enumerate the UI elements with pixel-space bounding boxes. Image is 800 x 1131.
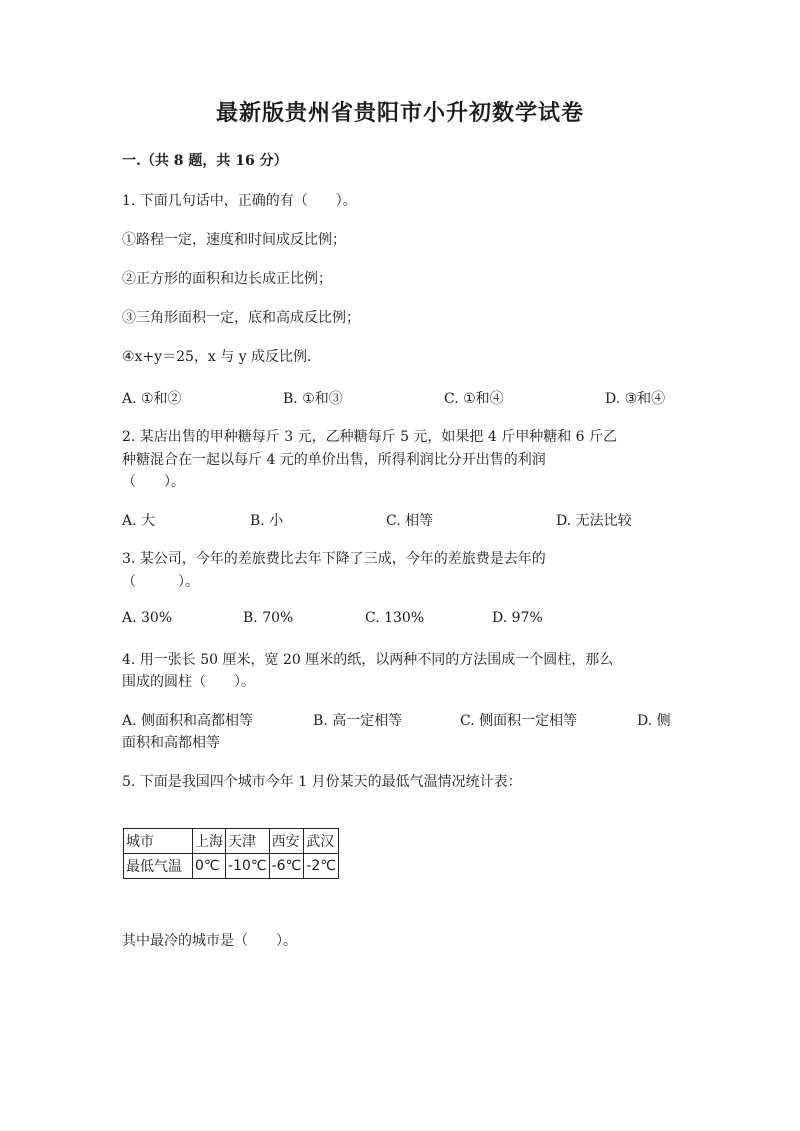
- q2-option-c: C. 相等: [386, 513, 434, 529]
- q1-option-d: D. ③和④: [605, 391, 666, 407]
- q4-option-c: C. 侧面积一定相等: [460, 713, 578, 729]
- table-header-cell: 城市: [124, 829, 193, 854]
- q4-option-d: D. 侧: [637, 713, 671, 729]
- table-cell: 最低气温: [124, 854, 193, 879]
- q3-option-d: D. 97%: [492, 610, 543, 626]
- q1-statement-4: ④x+y＝25，x 与 y 成反比例．: [122, 349, 322, 365]
- q2-option-a: A. 大: [122, 513, 156, 529]
- table-cell: -10℃: [226, 854, 270, 879]
- q2-option-b: B. 小: [250, 513, 284, 529]
- q4-option-d-continued: 面积和高都相等: [122, 735, 220, 751]
- q1-option-c: C. ①和④: [444, 391, 504, 407]
- table-cell: -6℃: [269, 854, 304, 879]
- page-title: 最新版贵州省贵阳市小升初数学试卷: [215, 100, 584, 126]
- section-header: 一.（共 8 题，共 16 分）: [122, 153, 288, 169]
- table-row: [124, 854, 339, 879]
- q5-question: 其中最冷的城市是（ ）。: [122, 933, 297, 949]
- q3-option-b: B. 70%: [243, 610, 294, 626]
- temperature-table: [123, 828, 339, 879]
- table-header-cell: 天津: [226, 829, 270, 854]
- table-cell: 0℃: [193, 854, 226, 879]
- q4-option-a: A. 侧面积和高都相等: [122, 713, 254, 729]
- q1-stem: 1. 下面几句话中，正确的有（ ）。: [122, 193, 357, 209]
- q2-line-3: （ ）。: [122, 474, 185, 490]
- q3-option-c: C. 130%: [365, 610, 425, 626]
- q3-option-a: A. 30%: [122, 610, 173, 626]
- q1-option-b: B. ①和③: [283, 391, 343, 407]
- q4-line-1: 4. 用一张长 50 厘米，宽 20 厘米的纸，以两种不同的方法围成一个圆柱，那么: [122, 652, 614, 668]
- table-header-cell: 上海: [193, 829, 226, 854]
- q4-option-b: B. 高一定相等: [313, 713, 403, 729]
- q2-line-2: 种糖混合在一起以每斤 4 元的单价出售，所得利润比分开出售的利润: [122, 452, 546, 468]
- q1-statement-1: ①路程一定，速度和时间成反比例；: [122, 232, 346, 248]
- q3-line-1: 3. 某公司，今年的差旅费比去年下降了三成，今年的差旅费是去年的: [122, 551, 546, 567]
- table-header-row: [124, 829, 339, 854]
- q2-option-d: D. 无法比较: [556, 513, 632, 529]
- q2-line-1: 2. 某店出售的甲种糖每斤 3 元，乙种糖每斤 5 元，如果把 4 斤甲种糖和 6 斤乙: [122, 429, 618, 445]
- table-header-cell: 武汉: [304, 829, 339, 854]
- q1-option-a: A. ①和②: [122, 391, 182, 407]
- q4-line-2: 围成的圆柱（ ）。: [122, 674, 255, 690]
- table-cell: -2℃: [304, 854, 339, 879]
- table-header-cell: 西安: [269, 829, 304, 854]
- q3-line-2: （ ）。: [122, 574, 199, 590]
- q1-statement-3: ③三角形面积一定，底和高成反比例；: [122, 310, 360, 326]
- q5-stem: 5. 下面是我国四个城市今年 1 月份某天的最低气温情况统计表：: [122, 774, 522, 790]
- q1-statement-2: ②正方形的面积和边长成正比例；: [122, 271, 332, 287]
